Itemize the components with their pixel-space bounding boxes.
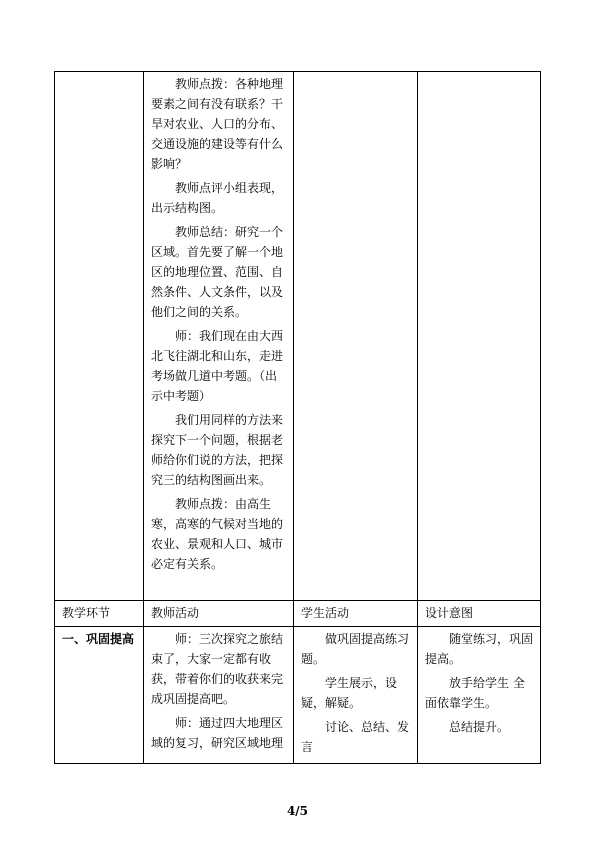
teacher-paragraph: 教师点拨：由高生寒，高寒的气候对当地的农业、景观和人口、城市必定有关系。 — [151, 497, 284, 571]
design-intent-cell-empty — [418, 72, 541, 601]
intent-paragraph: 总结提升。 — [449, 720, 510, 734]
header-teacher-activity: 教师活动 — [144, 601, 294, 627]
student-activity-cell — [294, 627, 418, 764]
student-paragraph: 学生展示，设疑，解疑。 — [301, 676, 398, 710]
header-stage: 教学环节 — [55, 601, 144, 627]
lesson-plan-table — [54, 71, 541, 764]
table-row — [55, 627, 541, 764]
stage-cell — [55, 627, 144, 764]
teacher-paragraph: 教师总结：研究一个区域。首先要了解一个地区的地理位置、范围、自然条件、人文条件，以及他们之间的关系。 — [151, 225, 284, 319]
teacher-paragraph: 师：我们现在由大西北飞往湖北和山东，走进考场做几道中考题。（出示中考题） — [151, 329, 284, 403]
stage-cell-empty — [55, 72, 144, 601]
page-number: 4/5 — [286, 804, 309, 818]
intent-paragraph: 随堂练习，巩固提高。 — [425, 632, 534, 666]
table-row — [55, 72, 541, 601]
teacher-paragraph: 师：通过四大地理区域的复习，研究区域地理 — [151, 716, 284, 750]
teacher-paragraph: 师：三次探究之旅结束了，大家一定都有收获，带着你们的收获来完成巩固提高吧。 — [151, 632, 284, 706]
student-activity-cell-empty — [294, 72, 418, 601]
header-design-intent: 设计意图 — [418, 601, 541, 627]
stage-title: 一、巩固提高 — [62, 632, 135, 646]
teacher-paragraph: 教师点拨：各种地理要素之间有没有联系？干旱对农业、人口的分布、交通设施的建设等有什么影响？ — [151, 77, 284, 171]
header-student-activity: 学生活动 — [294, 601, 418, 627]
teacher-paragraph: 我们用同样的方法来探究下一个问题，根据老师给你们说的方法，把探究三的结构图画出来。 — [151, 413, 284, 487]
design-intent-cell — [418, 627, 541, 764]
student-paragraph: 讨论、总结、发言 — [301, 720, 410, 754]
intent-paragraph: 放手给学生 全面依靠学生。 — [425, 676, 525, 710]
teacher-activity-cell — [144, 627, 294, 764]
teacher-paragraph: 教师点评小组表现，出示结构图。 — [151, 181, 284, 215]
student-paragraph: 做巩固提高练习题。 — [301, 632, 410, 666]
header-row — [55, 601, 541, 627]
teacher-activity-cell — [144, 72, 294, 601]
